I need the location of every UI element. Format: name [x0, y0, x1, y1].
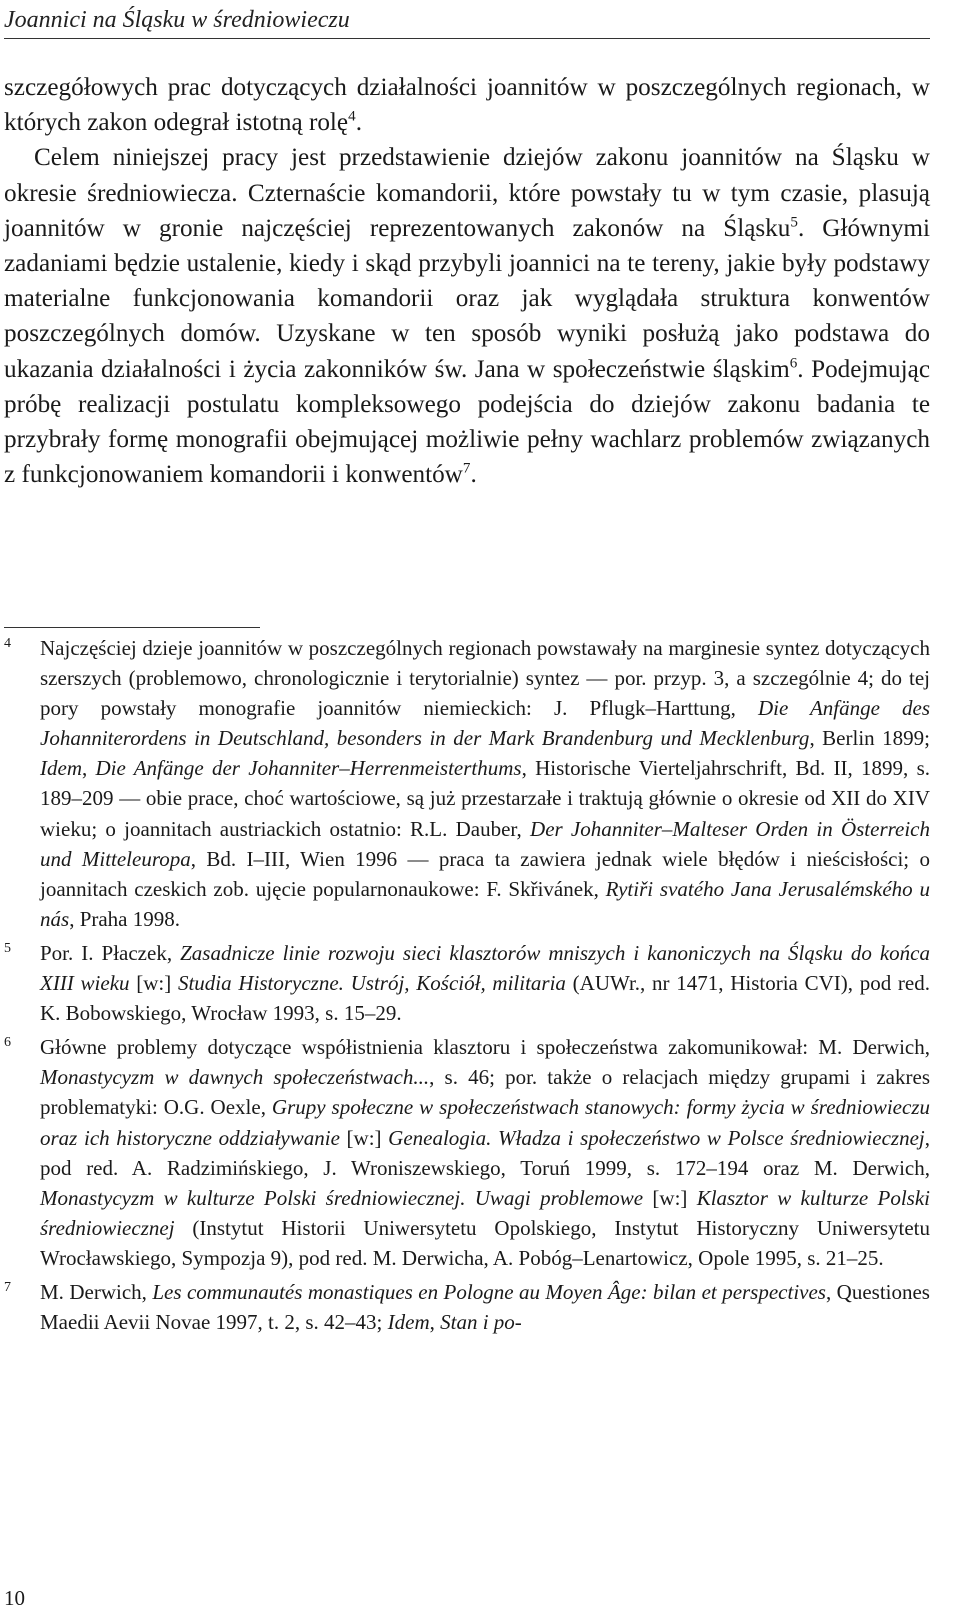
- fn-italic-title: Klasztor w kulturze Polski średniowiecznej: [40, 1185, 930, 1240]
- fn-italic-title: Idem: [40, 756, 82, 781]
- page-number: 10: [4, 1586, 25, 1610]
- footnote-4: [4, 633, 930, 934]
- fn-italic-title: Les communautés monastiques en Pologne au Moyen Âge: bilan et perspectives: [152, 1279, 826, 1304]
- fn-text-run: [w:]: [339, 1125, 389, 1150]
- fn-text-run: (AUWr., nr 1471, Historia CVI), pod red. K. Bobowskiego, Wrocław 1993, s. 15–29.: [40, 971, 930, 1026]
- fn-text-run: , Historische Vierteljahrschrift, Bd. II, 1899, s. 189–209 — obie prace, choć wartościowe, są już przestarzałe i traktują głównie o okresie od XII do XIV wieku; o joannitach austriackich ostatnio: R.L. Dauber,: [40, 756, 930, 841]
- paragraph-end: .: [470, 461, 477, 489]
- footnote-number: 4: [4, 636, 11, 651]
- fn-italic-title: Die Anfänge des Johanniterordens in Deutschland, besonders in der Mark Brandenburg und Mecklenburg: [40, 696, 931, 751]
- fn-text-run: , Questiones Maedii Aevii Novae 1997, t. 2, s. 42–43;: [40, 1279, 930, 1335]
- fn-italic-title: Rytiři svatého Jana Jerusalémského u nás: [40, 876, 930, 931]
- footnote-6: [4, 1032, 930, 1273]
- fn-text-run: , Berlin 1899;: [809, 726, 930, 751]
- paragraph-2: [4, 140, 930, 492]
- fn-text-run: , pod red. A. Radzimińskiego, J. Wroniszewskiego, Toruń 1999, s. 172–194 oraz M. Derwich,: [40, 1125, 930, 1180]
- footnote-number: 5: [4, 940, 11, 956]
- paragraph-text: Celem niniejszej pracy jest przedstawienie dziejów zakonu joannitów na Śląsku w okresie średniowiecza. Czternaście komandorii, które powstały tu w tym czasie, plasują joannitów w gronie najczęściej reprezentowanych zakonów na Śląsku: [4, 144, 930, 242]
- fn-text-run: [w:]: [643, 1185, 697, 1210]
- fn-italic-title: Grupy społeczne w społeczeństwach stanowych: formy życia w średniowieczu oraz ich historyczne oddziaływanie: [40, 1095, 930, 1150]
- fn-text-run: , s. 46; por. także o relacjach między grupami i zakres problematyki: O.G. Oexle,: [40, 1065, 930, 1120]
- fn-text-run: M. Derwich,: [40, 1279, 153, 1304]
- footnote-text: [40, 633, 930, 934]
- fn-text-run: (Instytut Historii Uniwersytetu Opolskiego, Instytut Historyczny Uniwersytetu Wrocławskiego, Sympozja 9), pod red. M. Derwicha, A. Pobóg–Lenartowicz, Opole 1995, s. 21–25.: [40, 1215, 930, 1270]
- fn-text-run: Najczęściej dzieje joannitów w poszczególnych regionach powstawały na marginesie syntez dotyczących szerszych (problemowo, chronologicznie i terytorialnie) syntez — por. przyp. 3, a szczególnie 4; do tej pory powstały monografie joannitów niemieckich: J. Pflugk–Harttung,: [40, 636, 930, 721]
- fn-italic-title: Die Anfänge der Johanniter–Herrenmeisterthums: [95, 756, 522, 781]
- main-text: [4, 70, 930, 492]
- fn-italic-title: Zasadnicze linie rozwoju sieci klasztorów mniszych i kanoniczych na Śląsku do końca XIII wieku: [40, 940, 930, 996]
- footnote-divider: [4, 627, 260, 628]
- footnote-5: [4, 938, 930, 1028]
- footnote-text: [40, 1032, 930, 1273]
- fn-text-run: , Bd. I–III, Wien 1996 — praca ta zawiera jednak wiele błędów i nieścisłości; o joannitach czeskich zob. ujęcie popularnonaukowe: F. Skřivánek,: [40, 846, 930, 901]
- fn-italic-title: Studia Historyczne. Ustrój, Kościół, militaria: [177, 971, 566, 996]
- fn-text-run: Główne problemy dotyczące współistnienia klasztoru i społeczeństwa zakomunikował: M. Derwich,: [40, 1035, 930, 1060]
- fn-italic-title: Monastycyzm w dawnych społeczeństwach...: [40, 1065, 430, 1090]
- fn-text-run: , Praha 1998.: [69, 906, 181, 931]
- fn-text-run: ,: [81, 756, 96, 781]
- fn-italic-title: Der Johanniter–Malteser Orden in Österreich und Mitteleuropa: [40, 816, 930, 871]
- footnote-7: [4, 1277, 930, 1337]
- fn-text-run: ,: [429, 1310, 441, 1335]
- fn-italic-title: Genealogia. Władza i społeczeństwo w Polsce średniowiecznej: [388, 1125, 925, 1150]
- paragraph-end: .: [355, 109, 362, 137]
- footnote-number: 6: [4, 1035, 11, 1051]
- fn-italic-title: Stan i po-: [440, 1310, 522, 1335]
- fn-text-run: Por. I. Płaczek,: [40, 940, 181, 965]
- footnote-ref[interactable]: 4: [348, 108, 356, 125]
- footnote-text: [40, 938, 930, 1028]
- footnote-ref[interactable]: 5: [790, 214, 798, 231]
- footnote-ref[interactable]: 6: [789, 355, 798, 372]
- footnotes: [4, 633, 930, 1341]
- paragraph-text: . Podejmując próbę realizacji postulatu kompleksowego podejścia do dziejów zakonu badania te przybrały formę monografii obejmującej możliwie pełny wachlarz problemów związanych z funkcjonowaniem komandorii i konwentów: [4, 355, 930, 489]
- paragraph-text: . Głównymi zadaniami będzie ustalenie, kiedy i skąd przybyli joannici na te tereny, jakie były podstawy materialne funkcjonowania komandorii oraz jak wyglądała struktura konwentów poszczególnych domów. Uzyskane w ten sposób wyniki posłużą jako podstawa do ukazania działalności i życia zakonników św. Jana w społeczeństwie śląskim: [4, 214, 931, 383]
- paragraph-1: [4, 70, 930, 140]
- paragraph-text: szczegółowych prac dotyczących działalności joannitów w poszczególnych regionach, w których zakon odegrał istotną rolę: [4, 74, 930, 137]
- footnote-ref[interactable]: 7: [462, 460, 471, 477]
- running-title: Joannici na Śląsku w średniowieczu: [4, 4, 930, 39]
- fn-italic-title: Idem: [387, 1310, 430, 1335]
- fn-italic-title: Monastycyzm w kulturze Polski średniowiecznej. Uwagi problemowe: [40, 1185, 644, 1210]
- fn-text-run: [w:]: [129, 971, 178, 996]
- footnote-text: [40, 1277, 930, 1337]
- footnote-number: 7: [4, 1279, 11, 1295]
